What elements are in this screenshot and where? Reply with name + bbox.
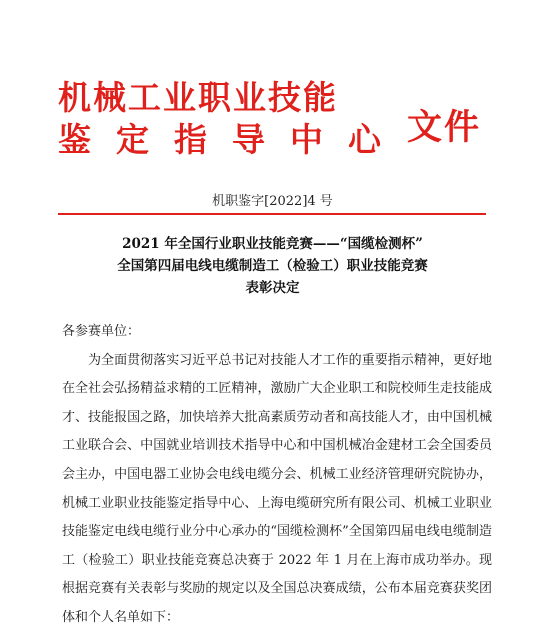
salutation: 各参赛单位：	[62, 324, 141, 339]
red-divider-line	[58, 213, 486, 215]
document-body	[62, 318, 492, 633]
org-name-line-1: 机械工业职业技能	[58, 78, 338, 117]
title-line-2: 全国第四届电线电缆制造工（检验工）职业技能竞赛	[117, 258, 428, 274]
org-name-line-2: 鉴定指导中心	[58, 120, 406, 159]
body-paragraph: 为全面贯彻落实习近平总书记对技能人才工作的重要指示精神，更好地在全社会弘扬精益求精的工匠精神，激励广大企业职工和院校师生走技能成才、技能报国之路，加快培养大批高素质劳动者和高技能人才，由中国机械工业联合会、中国就业培训技术指导中心和中国机械冶金建材工会全国委员会主办，中国电器工业协会电线电缆分会、机械工业经济管理研究院协办，机械工业职业技能鉴定指导中心、上海电缆研究所有限公司、机械工业职业技能鉴定电线电缆行业分中心承办的“国缆检测杯”全国第四届电线电缆制造工（检验工）职业技能竞赛总决赛于 2022 年 1 月在上海市成功举办。现根据竞赛有关表彰与奖励的规定以及全国总决赛成绩，公布本届竞赛获奖团体和个人名单如下：	[62, 352, 492, 625]
document-type-label: 文件	[407, 107, 482, 148]
title-line-1: 2021 年全国行业职业技能竞赛——“国缆检测杯”	[122, 236, 423, 252]
title-line-3: 表彰决定	[245, 280, 300, 296]
masthead	[58, 78, 406, 160]
document-number: 机职鉴字[2022]4 号	[212, 194, 333, 209]
document-title	[0, 233, 545, 299]
